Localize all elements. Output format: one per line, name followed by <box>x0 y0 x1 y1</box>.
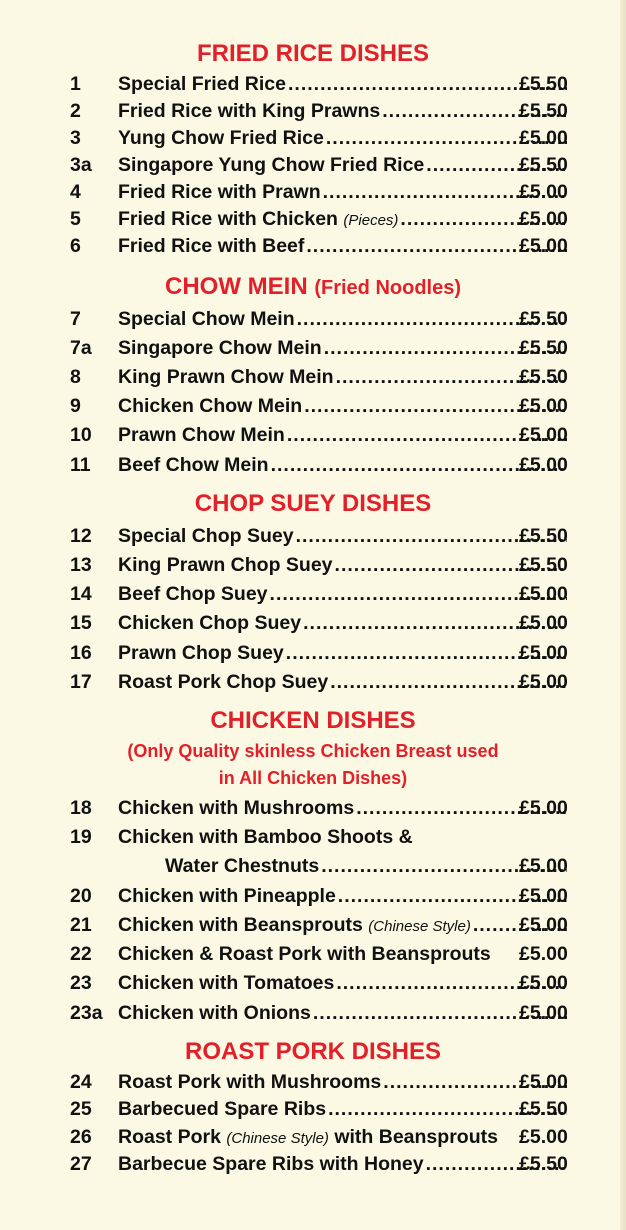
item-price: £5.50 <box>519 100 568 122</box>
item-name: Fried Rice with Prawn <box>118 181 321 203</box>
item-price: £5.50 <box>519 554 568 576</box>
item-number: 25 <box>70 1098 92 1120</box>
item-price: £5.50 <box>519 366 568 388</box>
item-name: Roast Pork (Chinese Style) with Beansprouts <box>118 1126 498 1148</box>
item-note: (Chinese Style) <box>368 918 471 935</box>
item-name: Chicken with Beansprouts (Chinese Style) <box>118 914 471 936</box>
item-number: 15 <box>70 612 92 634</box>
item-name: Roast Pork Chop Suey <box>118 671 329 693</box>
menu-item <box>0 581 626 607</box>
item-number: 20 <box>70 885 92 907</box>
menu-item <box>0 422 626 448</box>
item-name: King Prawn Chow Mein <box>118 366 334 388</box>
item-number: 27 <box>70 1153 92 1175</box>
menu-item <box>0 970 626 996</box>
item-name: Fried Rice with Chicken (Pieces) <box>118 208 399 230</box>
menu-item <box>0 912 626 938</box>
menu-item <box>0 179 626 205</box>
item-price: £5.00 <box>519 1126 568 1148</box>
item-name: Yung Chow Fried Rice <box>118 127 324 149</box>
section-title-roast-pork: ROAST PORK DISHES <box>184 1038 442 1065</box>
menu-item <box>0 883 626 909</box>
item-number: 16 <box>70 642 92 664</box>
menu-item <box>0 669 626 695</box>
item-name: Chicken Chow Mein <box>118 395 303 417</box>
menu-item <box>0 941 626 967</box>
item-price: £5.00 <box>519 671 568 693</box>
item-price: £5.00 <box>519 885 568 907</box>
menu-item <box>0 125 626 151</box>
item-name: Chicken with Tomatoes <box>118 972 335 994</box>
menu-item <box>0 1151 626 1177</box>
item-name: Fried Rice with King Prawns <box>118 100 381 122</box>
item-price: £5.00 <box>519 797 568 819</box>
section-title-chop-suey: CHOP SUEY DISHES <box>194 490 432 517</box>
menu-item <box>0 393 626 419</box>
menu-item <box>0 233 626 259</box>
item-name: King Prawn Chop Suey <box>118 554 333 576</box>
item-name: Special Chop Suey <box>118 525 294 547</box>
menu-item <box>0 452 626 478</box>
item-number: 7a <box>70 337 92 359</box>
item-note: (Pieces) <box>343 212 399 229</box>
section-note: (Only Quality skinless Chicken Breast used <box>127 741 499 761</box>
menu-item <box>0 610 626 636</box>
item-price: £5.00 <box>519 235 568 257</box>
item-price: £5.00 <box>519 424 568 446</box>
item-price: £5.50 <box>519 154 568 176</box>
item-name: Beef Chow Mein <box>118 454 269 476</box>
item-number: 4 <box>70 181 81 203</box>
item-price: £5.00 <box>519 181 568 203</box>
item-name: Chicken with Mushrooms <box>118 797 355 819</box>
item-name: Chicken & Roast Pork with Beansprouts <box>118 943 491 965</box>
item-name: Barbecue Spare Ribs with Honey <box>118 1153 424 1175</box>
item-number: 6 <box>70 235 81 257</box>
item-number: 3a <box>70 154 92 176</box>
item-price: £5.00 <box>519 855 568 877</box>
menu-item <box>0 523 626 549</box>
item-price: £5.50 <box>519 1153 568 1175</box>
menu-item <box>0 98 626 124</box>
item-name: Barbecued Spare Ribs <box>118 1098 327 1120</box>
section-title-chow-mein: CHOW MEIN (Fried Noodles) <box>165 273 461 300</box>
item-number: 19 <box>70 826 92 848</box>
item-number: 22 <box>70 943 92 965</box>
item-number: 3 <box>70 127 81 149</box>
item-price: £5.00 <box>519 642 568 664</box>
item-price: £5.00 <box>519 612 568 634</box>
item-price: £5.50 <box>519 337 568 359</box>
item-price: £5.00 <box>519 395 568 417</box>
section-note: in All Chicken Dishes) <box>218 768 408 788</box>
item-name: Special Fried Rice <box>118 73 286 95</box>
menu-item <box>0 1000 626 1026</box>
item-name: Singapore Yung Chow Fried Rice <box>118 154 425 176</box>
item-name: Chicken with Bamboo Shoots & <box>118 826 413 848</box>
menu-item <box>0 71 626 97</box>
item-number: 24 <box>70 1071 92 1093</box>
menu-item-continued <box>0 853 626 879</box>
item-name: Chicken Chop Suey <box>118 612 302 634</box>
item-price: £5.00 <box>519 972 568 994</box>
menu-item <box>0 640 626 666</box>
item-name: Singapore Chow Mein <box>118 337 322 359</box>
item-name: Chicken with Pineapple <box>118 885 336 907</box>
item-price: £5.00 <box>519 208 568 230</box>
item-name: Chicken with Onions <box>118 1002 311 1024</box>
item-name: Beef Chop Suey <box>118 583 268 605</box>
item-number: 21 <box>70 914 92 936</box>
item-price: £5.00 <box>519 943 568 965</box>
item-name: Prawn Chow Mein <box>118 424 285 446</box>
item-number: 18 <box>70 797 92 819</box>
item-name: Prawn Chop Suey <box>118 642 284 664</box>
menu-item <box>0 552 626 578</box>
item-number: 23a <box>70 1002 103 1024</box>
item-price: £5.00 <box>519 583 568 605</box>
item-number: 17 <box>70 671 92 693</box>
item-name: Special Chow Mein <box>118 308 295 330</box>
menu-item <box>0 1069 626 1095</box>
menu-item <box>0 1096 626 1122</box>
item-number: 12 <box>70 525 92 547</box>
menu-item <box>0 152 626 178</box>
item-price: £5.00 <box>519 1071 568 1093</box>
item-price: £5.00 <box>519 914 568 936</box>
item-number: 5 <box>70 208 81 230</box>
menu-item <box>0 1124 626 1150</box>
item-note: (Chinese Style) <box>226 1130 329 1147</box>
item-number: 14 <box>70 583 92 605</box>
menu-item <box>0 335 626 361</box>
item-number: 13 <box>70 554 92 576</box>
item-price: £5.50 <box>519 308 568 330</box>
menu-item <box>0 364 626 390</box>
section-title-chicken: CHICKEN DISHES <box>210 707 416 734</box>
item-number: 26 <box>70 1126 92 1148</box>
item-number: 23 <box>70 972 92 994</box>
item-name: Fried Rice with Beef <box>118 235 305 257</box>
menu-item <box>0 795 626 821</box>
item-number: 8 <box>70 366 81 388</box>
menu-item <box>0 824 626 850</box>
item-number: 11 <box>70 454 91 476</box>
item-price: £5.50 <box>519 525 568 547</box>
section-title-fried-rice: FRIED RICE DISHES <box>196 40 430 67</box>
item-price: £5.50 <box>519 1098 568 1120</box>
item-number: 2 <box>70 100 81 122</box>
section-subtitle: (Fried Noodles) <box>314 277 461 299</box>
item-number: 10 <box>70 424 92 446</box>
item-price: £5.00 <box>519 454 568 476</box>
item-number: 7 <box>70 308 81 330</box>
menu-item <box>0 306 626 332</box>
menu-item <box>0 206 626 232</box>
item-number: 9 <box>70 395 81 417</box>
item-name-line2: Water Chestnuts <box>165 855 320 877</box>
item-price: £5.00 <box>519 1002 568 1024</box>
item-number: 1 <box>70 73 81 95</box>
item-price: £5.50 <box>519 73 568 95</box>
item-price: £5.00 <box>519 127 568 149</box>
item-name: Roast Pork with Mushrooms <box>118 1071 382 1093</box>
